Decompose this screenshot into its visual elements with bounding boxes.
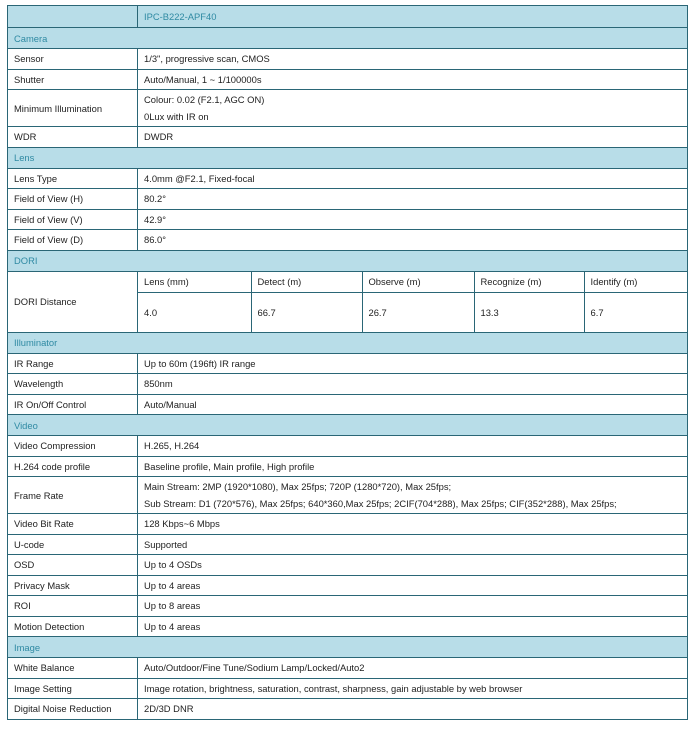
section-illuminator (8, 332, 688, 353)
section-title: DORI (8, 250, 688, 271)
spec-value: Supported (138, 534, 688, 555)
spec-label: Frame Rate (8, 477, 138, 514)
spec-value: Baseline profile, Main profile, High profile (138, 456, 688, 477)
spec-label: Sensor (8, 49, 138, 70)
spec-row-ir-range (8, 353, 688, 374)
dori-value-identify: 6.7 (584, 292, 687, 332)
section-dori (8, 250, 688, 271)
spec-row-lens-type (8, 168, 688, 189)
spec-label: Video Compression (8, 436, 138, 457)
spec-value (138, 477, 688, 514)
spec-row-dori-distance (8, 271, 688, 332)
spec-value: 850nm (138, 374, 688, 395)
spec-label: DORI Distance (8, 271, 138, 332)
section-title: Image (8, 637, 688, 658)
spec-row-ir-control (8, 394, 688, 415)
spec-label: ROI (8, 596, 138, 617)
section-title: Video (8, 415, 688, 436)
spec-value: 42.9° (138, 209, 688, 230)
spec-row-osd (8, 555, 688, 576)
spec-value: H.265, H.264 (138, 436, 688, 457)
dori-header-recognize: Recognize (m) (474, 272, 584, 293)
spec-row-frame-rate (8, 477, 688, 514)
spec-row-dnr (8, 699, 688, 720)
section-title: Lens (8, 147, 688, 168)
spec-value-line: Main Stream: 2MP (1920*1080), Max 25fps; 720P (1280*720), Max 25fps; (144, 481, 452, 492)
spec-label: Privacy Mask (8, 575, 138, 596)
dori-subtable-cell (138, 271, 688, 332)
header-empty-cell (8, 6, 138, 28)
spec-row-sensor (8, 49, 688, 70)
spec-value: Up to 8 areas (138, 596, 688, 617)
section-lens (8, 147, 688, 168)
dori-header-lens: Lens (mm) (138, 272, 251, 293)
spec-value: Up to 4 areas (138, 575, 688, 596)
spec-label: Digital Noise Reduction (8, 699, 138, 720)
spec-row-video-compression (8, 436, 688, 457)
dori-header-row (138, 272, 687, 293)
section-camera (8, 28, 688, 49)
spec-table (7, 5, 688, 720)
dori-subtable (138, 272, 687, 332)
spec-value: Up to 4 areas (138, 616, 688, 637)
spec-row-bit-rate (8, 514, 688, 535)
spec-value (138, 90, 688, 127)
spec-label: Lens Type (8, 168, 138, 189)
spec-label: Wavelength (8, 374, 138, 395)
dori-header-identify: Identify (m) (584, 272, 687, 293)
spec-label: U-code (8, 534, 138, 555)
spec-row-u-code (8, 534, 688, 555)
spec-label: Shutter (8, 69, 138, 90)
section-image (8, 637, 688, 658)
spec-value: Auto/Outdoor/Fine Tune/Sodium Lamp/Locked/Auto2 (138, 658, 688, 679)
spec-row-privacy-mask (8, 575, 688, 596)
dori-value-recognize: 13.3 (474, 292, 584, 332)
spec-row-fov-h (8, 189, 688, 210)
spec-label: WDR (8, 127, 138, 148)
spec-label: H.264 code profile (8, 456, 138, 477)
spec-label: IR Range (8, 353, 138, 374)
spec-label: OSD (8, 555, 138, 576)
spec-row-wdr (8, 127, 688, 148)
spec-value: Auto/Manual (138, 394, 688, 415)
spec-row-image-setting (8, 678, 688, 699)
dori-value-observe: 26.7 (362, 292, 474, 332)
spec-value: 80.2° (138, 189, 688, 210)
spec-label: Motion Detection (8, 616, 138, 637)
spec-label: Image Setting (8, 678, 138, 699)
section-title: Camera (8, 28, 688, 49)
spec-row-h264-profile (8, 456, 688, 477)
spec-label: White Balance (8, 658, 138, 679)
dori-value-lens: 4.0 (144, 306, 158, 318)
spec-row-motion-detection (8, 616, 688, 637)
spec-label: Minimum Illumination (8, 90, 138, 127)
spec-label: Field of View (V) (8, 209, 138, 230)
spec-value: Up to 60m (196ft) IR range (138, 353, 688, 374)
spec-value: Image rotation, brightness, saturation, contrast, sharpness, gain adjustable by web browser (138, 678, 688, 699)
section-title: Illuminator (8, 332, 688, 353)
spec-row-shutter (8, 69, 688, 90)
model-header-row (8, 6, 688, 28)
dori-value-row (138, 292, 687, 332)
spec-value: Up to 4 OSDs (138, 555, 688, 576)
spec-label: Field of View (H) (8, 189, 138, 210)
dori-header-observe: Observe (m) (362, 272, 474, 293)
spec-value: 86.0° (138, 230, 688, 251)
spec-value: 128 Kbps~6 Mbps (138, 514, 688, 535)
spec-row-roi (8, 596, 688, 617)
dori-header-detect: Detect (m) (251, 272, 362, 293)
spec-value-line: Sub Stream: D1 (720*576), Max 25fps; 640*360,Max 25fps; 2CIF(704*288), Max 25fps; CIF(352*288), Max 25fps; (144, 498, 617, 509)
spec-value-line: 0Lux with IR on (144, 111, 209, 122)
spec-row-fov-d (8, 230, 688, 251)
spec-label: Video Bit Rate (8, 514, 138, 535)
spec-label: Field of View (D) (8, 230, 138, 251)
spec-value: 1/3", progressive scan, CMOS (138, 49, 688, 70)
spec-value: DWDR (138, 127, 688, 148)
spec-row-white-balance (8, 658, 688, 679)
spec-value: 2D/3D DNR (138, 699, 688, 720)
dori-value-detect: 66.7 (251, 292, 362, 332)
spec-row-wavelength (8, 374, 688, 395)
spec-label: IR On/Off Control (8, 394, 138, 415)
spec-row-fov-v (8, 209, 688, 230)
spec-value: 4.0mm @F2.1, Fixed-focal (138, 168, 688, 189)
spec-value-line: Colour: 0.02 (F2.1, AGC ON) (144, 94, 265, 105)
model-name: IPC-B222-APF40 (138, 6, 688, 28)
spec-value: Auto/Manual, 1 ~ 1/100000s (138, 69, 688, 90)
section-video (8, 415, 688, 436)
spec-row-min-illumination (8, 90, 688, 127)
